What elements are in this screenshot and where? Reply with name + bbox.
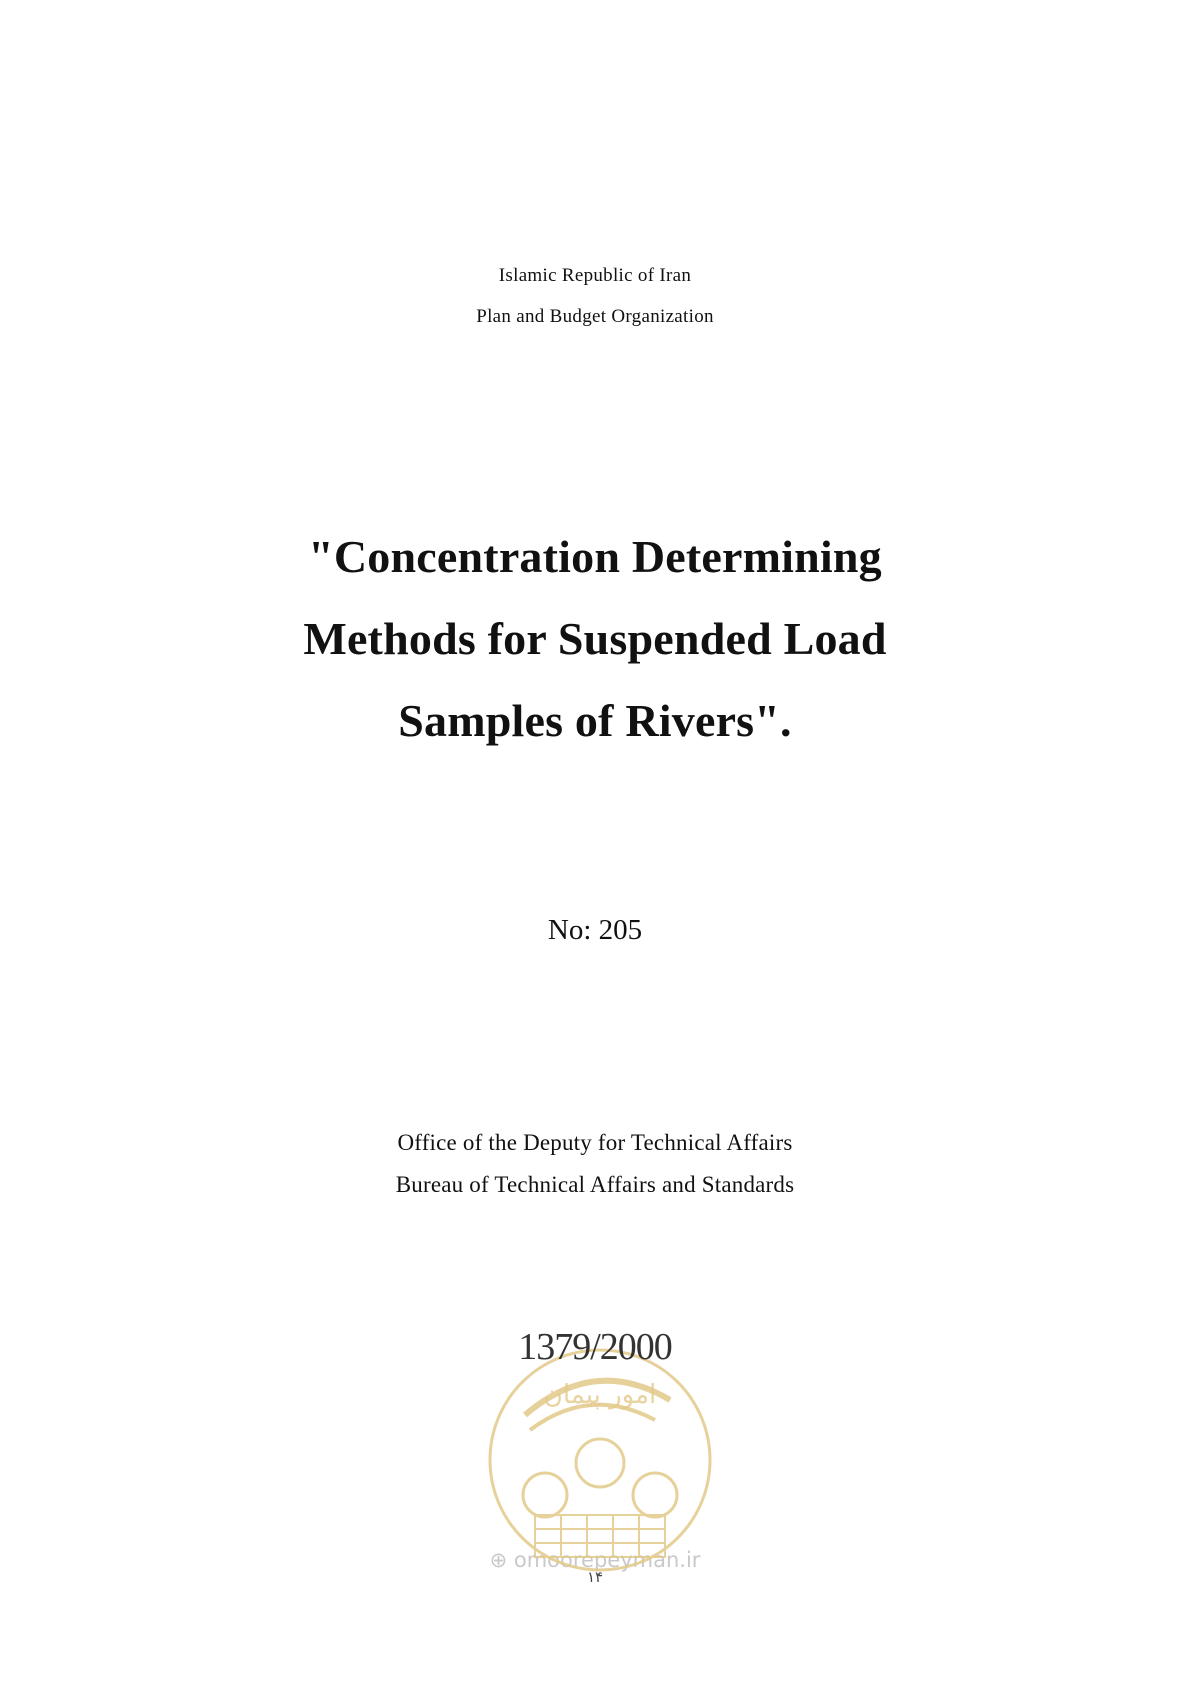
publication-number: No: 205: [547, 914, 643, 946]
office-line-2: Bureau of Technical Affairs and Standards: [395, 1172, 795, 1197]
header-organization: Plan and Budget Organization: [476, 306, 714, 327]
page-number: ۱۴: [586, 1568, 604, 1586]
office-line-1: Office of the Deputy for Technical Affairs: [397, 1130, 793, 1155]
globe-icon: ⊕: [489, 1548, 508, 1572]
title-line-2: Methods for Suspended Load: [303, 613, 887, 664]
publication-year: 1379/2000: [518, 1326, 672, 1368]
watermark-logo-text: امور پیمان: [543, 1380, 657, 1410]
header-country: Islamic Republic of Iran: [498, 265, 692, 286]
title-line-3: Samples of Rivers".: [398, 695, 792, 746]
watermark-logo: [485, 1345, 715, 1575]
title-line-1: "Concentration Determining: [308, 531, 882, 582]
watermark-url-text: omoorepeyman.ir: [513, 1548, 701, 1572]
